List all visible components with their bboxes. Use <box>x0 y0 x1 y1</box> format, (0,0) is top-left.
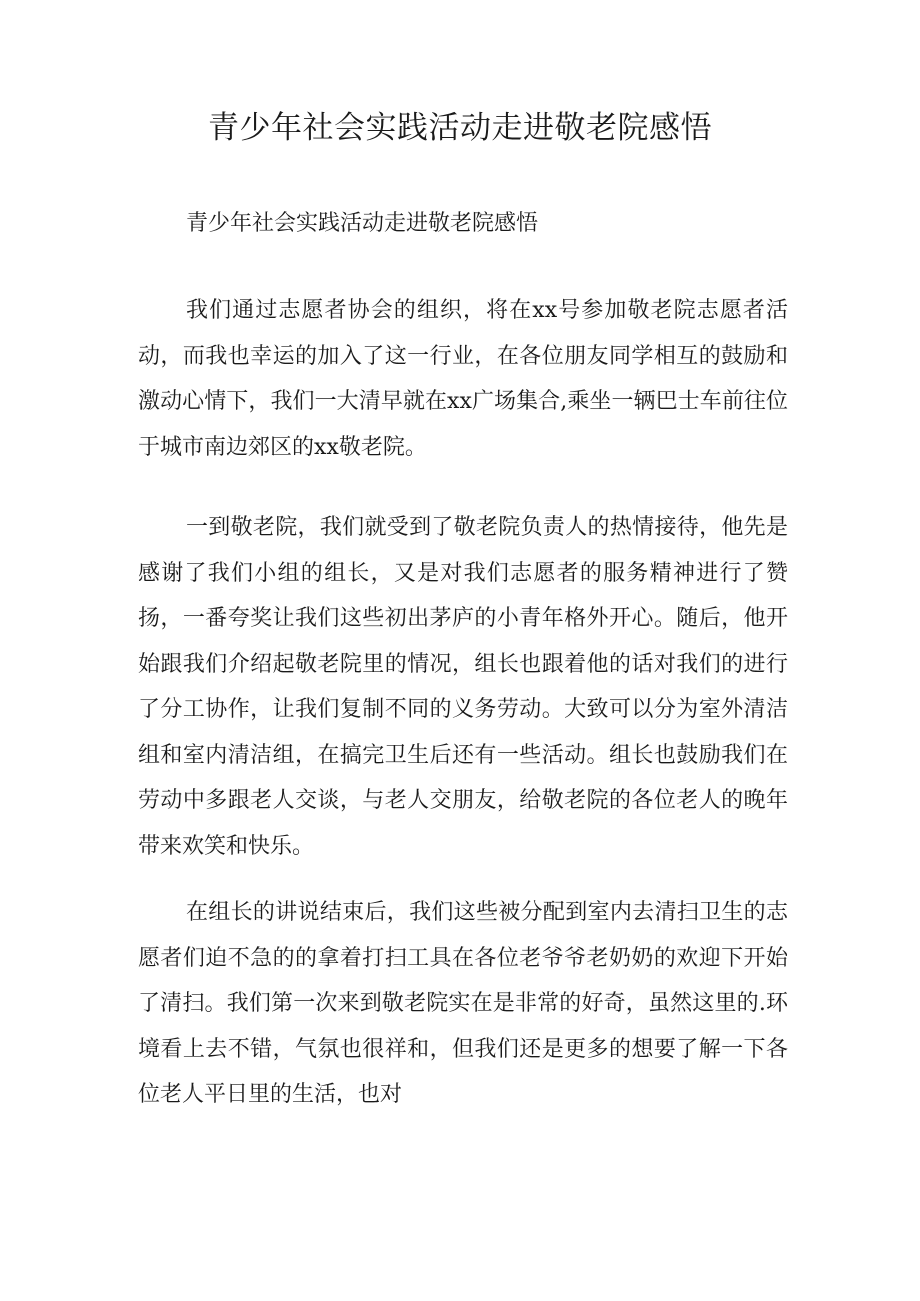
paragraph-3: 在组长的讲说结束后，我们这些被分配到室内去清扫卫生的志愿者们迫不急的的拿着打扫工具在各位老爷爷老奶奶的欢迎下开始了清扫。我们第一次来到敬老院实在是非常的好奇，虽然这里的.环境看上去不错，气氛也很祥和，但我们还是更多的想要了解一下各位老人平日里的生活，也对 <box>138 900 788 1107</box>
paragraph-2: 一到敬老院，我们就受到了敬老院负责人的热情接待，他先是感谢了我们小组的组长，又是对我们志愿者的服务精神进行了赞扬，一番夸奖让我们这些初出茅庐的小青年格外开心。随后，他开始跟我们介绍起敬老院里的情况，组长也跟着他的话对我们的进行了分工协作，让我们复制不同的义务劳动。大致可以分为室外清洁组和室内清洁组，在搞完卫生后还有一些活动。组长也鼓励我们在劳动中多跟老人交谈，与老人交朋友，给敬老院的各位老人的晚年带来欢笑和快乐。 <box>138 515 788 859</box>
document-title: 青少年社会实践活动走进敬老院感悟 <box>208 110 712 146</box>
document-subtitle: 青少年社会实践活动走进敬老院感悟 <box>186 211 539 236</box>
paragraph-1: 我们通过志愿者协会的组织，将在xx号参加敬老院志愿者活动，而我也幸运的加入了这一行业，在各位朋友同学相互的鼓励和激动心情下，我们一大清早就在xx广场集合,乘坐一辆巴士车前往位于城市南边郊区的xx敬老院。 <box>138 298 788 460</box>
